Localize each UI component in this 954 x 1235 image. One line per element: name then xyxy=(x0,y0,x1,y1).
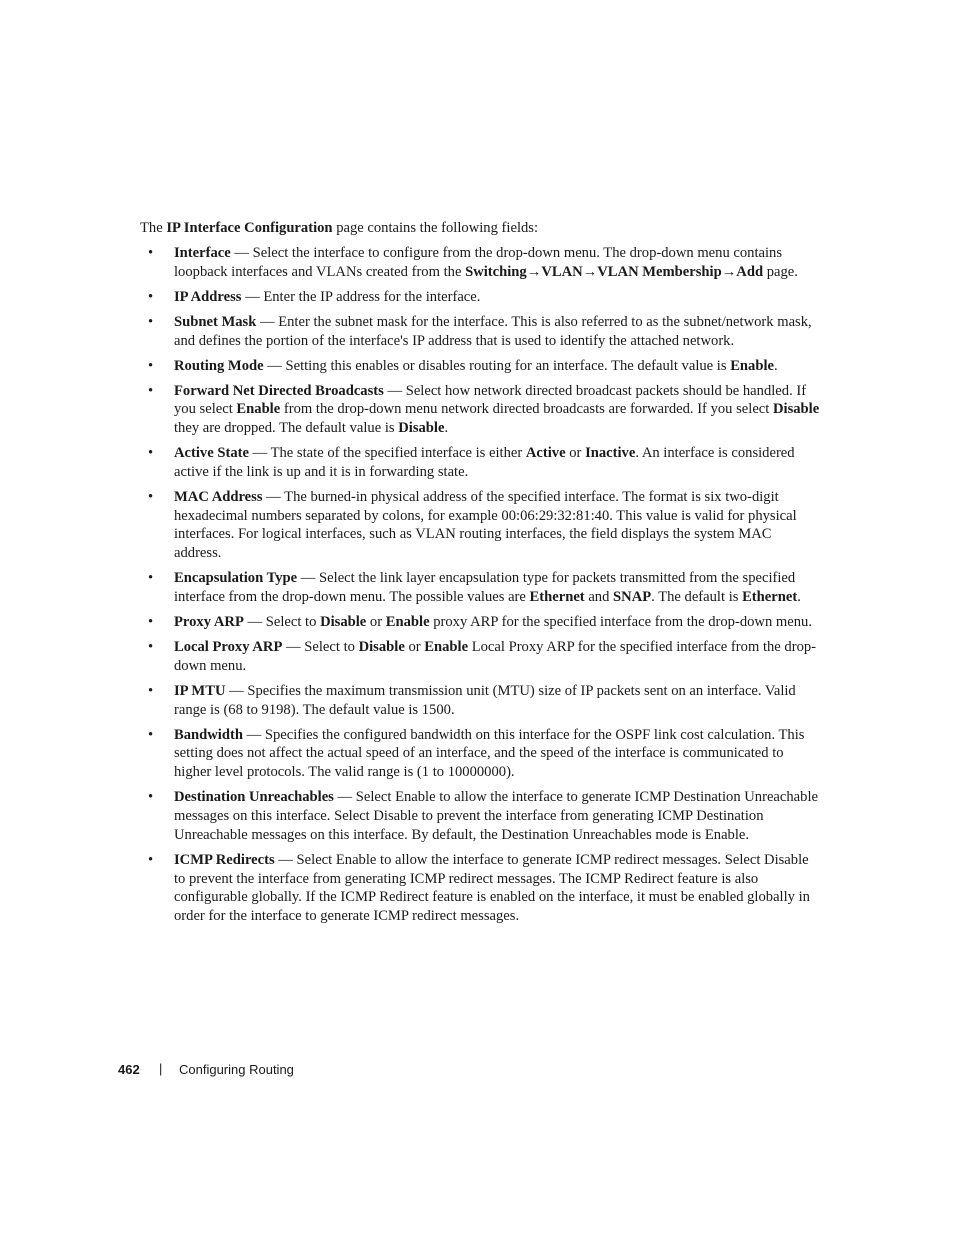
field-term: Forward Net Directed Broadcasts xyxy=(174,382,384,399)
field-term: Encapsulation Type xyxy=(174,570,298,587)
bullet-icon: • xyxy=(148,726,154,743)
field-description: — The burned-in physical address of the specified interface. The format is six two-digit hexadecimal numbers separated by colons, for example 00:06:29:32:81:40. This value is valid for physical interfaces. For logical interfaces, such as VLAN routing interfaces, the field displays the system MAC address. xyxy=(174,488,797,562)
field-description: — Select Enable to allow the interface to generate ICMP Destination Unreachable messages on this interface. Select Disable to prevent the interface from generating ICMP Destination Unreachable messages on this interface. By default, the Destination Unreachables mode is Enable. xyxy=(174,789,818,843)
intro-paragraph xyxy=(140,219,820,238)
intro-text-end: page contains the following fields: xyxy=(332,220,539,236)
bullet-icon: • xyxy=(148,357,154,374)
field-term: Interface xyxy=(174,245,231,261)
field-term: Enable xyxy=(730,357,774,374)
field-list-item xyxy=(140,569,820,607)
field-description: — Setting this enables or disables routing for an interface. The default value is xyxy=(263,357,731,374)
field-description: Local Proxy ARP for the specified interface from the drop-down menu. xyxy=(174,639,817,674)
field-description: . The default is xyxy=(651,589,743,606)
intro-text: The xyxy=(140,220,167,236)
field-description: or xyxy=(565,445,586,462)
bullet-icon: • xyxy=(148,851,154,868)
field-description: . xyxy=(774,357,778,374)
field-term: Subnet Mask xyxy=(174,313,257,330)
field-term: Disable xyxy=(358,639,405,656)
field-list-item xyxy=(140,682,820,720)
field-term: Disable xyxy=(772,401,820,418)
field-term: IP MTU xyxy=(174,682,226,699)
field-list-item xyxy=(140,357,820,376)
field-list-item xyxy=(140,788,820,844)
field-term: Active xyxy=(525,445,566,462)
bullet-icon: • xyxy=(148,682,154,699)
field-description: . An interface is considered active if the link is up and it is in forwarding state. xyxy=(174,445,795,480)
field-description: — Select the link layer encapsulation type for packets transmitted from the specified interface from the drop-down menu. The possible values are xyxy=(174,570,796,606)
field-term: Bandwidth xyxy=(174,726,243,743)
field-list-item xyxy=(140,613,820,632)
field-description: . xyxy=(797,589,801,606)
field-term: Enable xyxy=(236,401,281,418)
field-description: — Select Enable to allow the interface to generate ICMP redirect messages. Select Disable to prevent the interface from generating ICMP redirect messages. The ICMP Redirect feature is also configurable globally. If the ICMP Redirect feature is enabled on the interface, it must be enabled globally in order for the interface to generate ICMP redirect messages. xyxy=(174,851,810,925)
bullet-icon: • xyxy=(148,570,154,587)
field-description: — Select how network directed broadcast packets should be handled. If you select xyxy=(174,382,807,418)
page-number: 462 xyxy=(118,1062,140,1077)
bullet-icon: • xyxy=(148,245,154,261)
bullet-icon: • xyxy=(148,614,154,631)
bullet-icon: • xyxy=(148,488,154,505)
field-description: or xyxy=(366,614,386,631)
footer-separator: | xyxy=(159,1061,163,1076)
field-term: Destination Unreachables xyxy=(174,789,334,806)
field-list-item xyxy=(140,244,820,282)
field-term: Local Proxy ARP xyxy=(174,639,283,656)
field-list-item xyxy=(140,382,820,438)
chapter-title: Configuring Routing xyxy=(179,1062,294,1077)
field-term: Ethernet xyxy=(742,589,798,606)
field-list-item xyxy=(140,313,820,351)
intro-page-name: IP Interface Configuration xyxy=(166,220,333,236)
field-description: and xyxy=(584,589,614,606)
field-description: proxy ARP for the specified interface from the drop-down menu. xyxy=(429,614,812,631)
field-term: Active State xyxy=(174,445,249,462)
field-term: ICMP Redirects xyxy=(174,851,275,868)
field-description: — Specifies the maximum transmission unit (MTU) size of IP packets sent on an interface. Valid range is (68 to 9198). The default value is 1500. xyxy=(174,682,796,718)
bullet-icon: • xyxy=(148,382,154,399)
field-description: — Enter the IP address for the interface. xyxy=(241,288,481,305)
field-term: SNAP xyxy=(613,589,652,606)
field-list xyxy=(140,244,820,932)
field-list-item xyxy=(140,444,820,482)
field-description: — Select to xyxy=(282,639,359,656)
field-term: Disable xyxy=(398,420,445,437)
field-list-item xyxy=(140,851,820,926)
field-description: or xyxy=(404,639,425,656)
field-term: Enable xyxy=(424,639,469,656)
field-term: MAC Address xyxy=(174,488,263,505)
field-term: Disable xyxy=(320,614,367,631)
field-term: Ethernet xyxy=(529,589,585,606)
field-description: — Enter the subnet mask for the interface. This is also referred to as the subnet/network mask, and defines the portion of the interface's IP address that is used to identify the attached network. xyxy=(174,313,812,349)
bullet-icon: • xyxy=(148,789,154,806)
bullet-icon: • xyxy=(148,288,154,305)
field-term: Enable xyxy=(385,614,430,631)
field-term: Proxy ARP xyxy=(174,614,244,631)
field-term: Routing Mode xyxy=(174,357,264,374)
field-description: — Select the interface to configure from the drop-down menu. The drop-down menu contains loopback interfaces and VLANs created from the xyxy=(174,245,783,280)
field-term: Switching→VLAN→VLAN Membership→Add xyxy=(465,263,764,280)
bullet-icon: • xyxy=(148,313,154,330)
bullet-icon: • xyxy=(148,639,154,656)
field-list-item xyxy=(140,288,820,307)
field-description: from the drop-down menu network directed broadcasts are forwarded. If you select xyxy=(280,401,773,418)
field-description: they are dropped. The default value is xyxy=(174,420,399,437)
field-list-item xyxy=(140,488,820,563)
field-term: Inactive xyxy=(585,445,636,462)
field-description: — Select to xyxy=(243,614,321,631)
field-description: — Specifies the configured bandwidth on this interface for the OSPF link cost calculation. This setting does not affect the actual speed of an interface, and the speed of the interface is communicated to higher level protocols. The valid range is (1 to 10000000). xyxy=(174,726,805,781)
field-list-item xyxy=(140,638,820,676)
bullet-icon: • xyxy=(148,445,154,462)
field-term: IP Address xyxy=(174,288,242,305)
field-description: — The state of the specified interface is either xyxy=(248,445,526,462)
field-list-item xyxy=(140,726,820,782)
field-description: . xyxy=(444,420,449,437)
field-description: page. xyxy=(763,263,798,280)
